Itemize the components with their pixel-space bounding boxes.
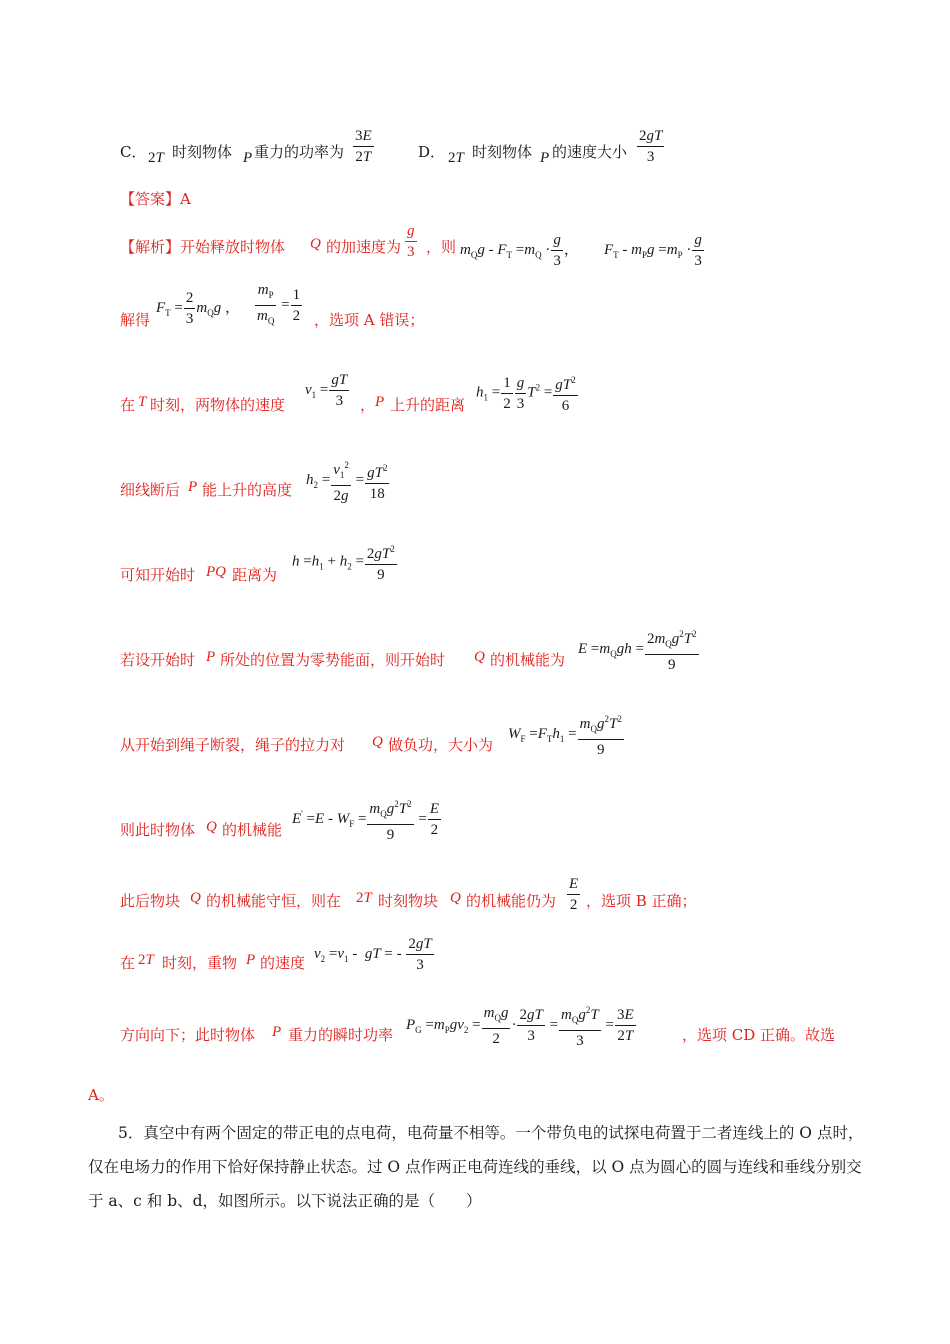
option-d-fraction: $\frac{2gT}{3}$ [639, 128, 663, 165]
analysis-line-12: A。 [88, 1086, 114, 1104]
option-c-text-1: 时刻物体 [172, 143, 233, 161]
analysis-line-9e: ，选项 B 正确； [586, 892, 697, 910]
work-wf: $W_F =F_Th_1$ = $\frac{m_Qg^2T^2}{9}$ [508, 709, 625, 760]
var-2t-2: 2T [138, 952, 154, 968]
option-d-letter: D． [418, 143, 446, 161]
distance-h: $h =h_1 + h_2$ = $\frac{2gT^2}{9}$ [292, 539, 398, 585]
analysis-line-3: 在 [120, 396, 136, 414]
var-t: T [138, 394, 147, 410]
option-c-time: 2T [148, 150, 164, 166]
option-d-text-1: 时刻物体 [472, 143, 533, 161]
option-d-p: P [540, 150, 550, 166]
answer-label: 【答案】A [120, 190, 191, 208]
analysis-line-10b: 时刻，重物 [162, 954, 238, 972]
var-p-3: P [206, 649, 216, 665]
var-p-4: P [246, 952, 256, 968]
var-pq: PQ [206, 564, 226, 580]
power-pg: $P_G =m_Pgv_2$ = $\frac{m_Qg}{2}$ · $\frac{2gT}{3}$ = $\frac{m_Qg^2T}{3}$ = $\frac{3E}{2T}$ [406, 1000, 637, 1051]
analysis-line-5: 可知开始时 [120, 566, 196, 584]
analysis-line-8: 则此时物体 [120, 821, 196, 839]
analysis-line-9d: 的机械能仍为 [466, 892, 557, 910]
question-5 [88, 1116, 868, 1218]
analysis-line-9: 此后物块 [120, 892, 181, 910]
option-d [418, 142, 445, 162]
var-2t: 2T [356, 890, 372, 906]
accel-fraction: $\frac{g}{3}$ [407, 223, 415, 260]
option-c-letter: C． [120, 143, 147, 161]
analysis-line-8b: 的机械能 [222, 821, 283, 839]
tension-result: $F_T$ = $\frac{2}{3}$ $m_Qg$ ， [156, 290, 240, 327]
analysis-line-11c: ，选项 CD 正确。故选 [682, 1026, 836, 1044]
analysis-line-3b: 时刻，两物体的速度 [150, 396, 286, 414]
energy-half: $\frac{E}{2}$ [569, 876, 579, 913]
analysis-label: 【解析】 [120, 238, 181, 256]
option-c [120, 142, 146, 162]
var-p-2: P [188, 479, 198, 495]
var-q-4: Q [206, 819, 217, 835]
var-q-6: Q [450, 890, 461, 906]
question-5-text: 真空中有两个固定的带正电的点电荷，电荷量不相等。一个带负电的试探电荷置于二者连线上的 O 点时，仅在电场力的作用下恰好保持静止状态。过 O 点作两正电荷连线的垂线，以 O 点为圆心的圆与连线和垂线分别交于 a、c 和 b、d，如图所示。以下说法正确的是（ ） [88, 1124, 864, 1210]
var-q-3: Q [372, 734, 383, 750]
var-q: Q [310, 236, 321, 252]
equation-p: $F_T - m_Pg =m_P$ · $\frac{g}{3}$ [604, 232, 702, 269]
analysis-line-4b: 能上升的高度 [202, 481, 293, 499]
option-c-text-2: 重力的功率为 [254, 143, 345, 161]
analysis-line-7b: 做负功，大小为 [388, 736, 494, 754]
option-c-fraction: $\frac{3E}{2T}$ [355, 128, 372, 165]
analysis-line-6c: 的机械能为 [490, 651, 566, 669]
analysis-line-3c: 上升的距离 [390, 396, 466, 414]
var-q-2: Q [474, 649, 485, 665]
height-h1: $h_1$ = $\frac{1}{2}$ $\frac{g}{3}$ $T^2$ = $\frac{gT^2}{6}$ [476, 370, 579, 416]
analysis-line-1b: 的加速度为 [326, 238, 402, 256]
analysis-line-11: 方向向下；此时物体 [120, 1026, 256, 1044]
option-c-p: P [243, 150, 253, 166]
analysis-line-4: 细线断后 [120, 481, 181, 499]
equation-q: $m_Qg - F_T =m_Q$ · $\frac{g}{3}$ ， [460, 232, 579, 269]
analysis-line-9b: 的机械能守恒，则在 [206, 892, 342, 910]
height-h2: $h_2$ = $\frac{v_1^2}{2g}$ = $\frac{gT^2}{18}$ [306, 455, 390, 506]
velocity-v2: $v_2 =v_1$ - gT = - $\frac{2gT}{3}$ [314, 936, 432, 973]
analysis-line-1c: ，则 [426, 238, 457, 256]
energy-e: $E =m_Qgh$ = $\frac{2m_Qg^2T^2}{9}$ [578, 624, 700, 675]
mass-ratio: $\frac{m_P}{m_Q}$ = $\frac{1}{2}$ [257, 282, 301, 326]
analysis-line-6b: 所处的位置为零势能面，则开始时 [220, 651, 446, 669]
analysis-line-2: 解得 [120, 311, 151, 329]
analysis-line-10: 在 [120, 954, 136, 972]
analysis-line-3-sep: ， [360, 396, 376, 414]
analysis-line-1: 【解析】开始释放时物体 [120, 238, 286, 256]
analysis-line-2b: ，选项 A 错误； [314, 311, 425, 329]
analysis-line-10c: 的速度 [260, 954, 306, 972]
question-5-number: 5． [118, 1124, 144, 1142]
option-d-text-2: 的速度大小 [552, 143, 628, 161]
var-p: P [375, 394, 385, 410]
analysis-line-9c: 时刻物块 [378, 892, 439, 910]
option-d-time: 2T [448, 150, 464, 166]
energy-e-prime: $E' =E - W_F$ = $\frac{m_Qg^2T^2}{9}$ = $\frac{E}{2}$ [292, 794, 442, 845]
analysis-line-6: 若设开始时 [120, 651, 196, 669]
analysis-line-11b: 重力的瞬时功率 [288, 1026, 394, 1044]
var-q-5: Q [190, 890, 201, 906]
analysis-line-5b: 距离为 [232, 566, 278, 584]
analysis-line-7: 从开始到绳子断裂，绳子的拉力对 [120, 736, 346, 754]
velocity-v1: $v_1$ = $\frac{gT}{3}$ [305, 372, 348, 409]
var-p-5: P [272, 1024, 282, 1040]
